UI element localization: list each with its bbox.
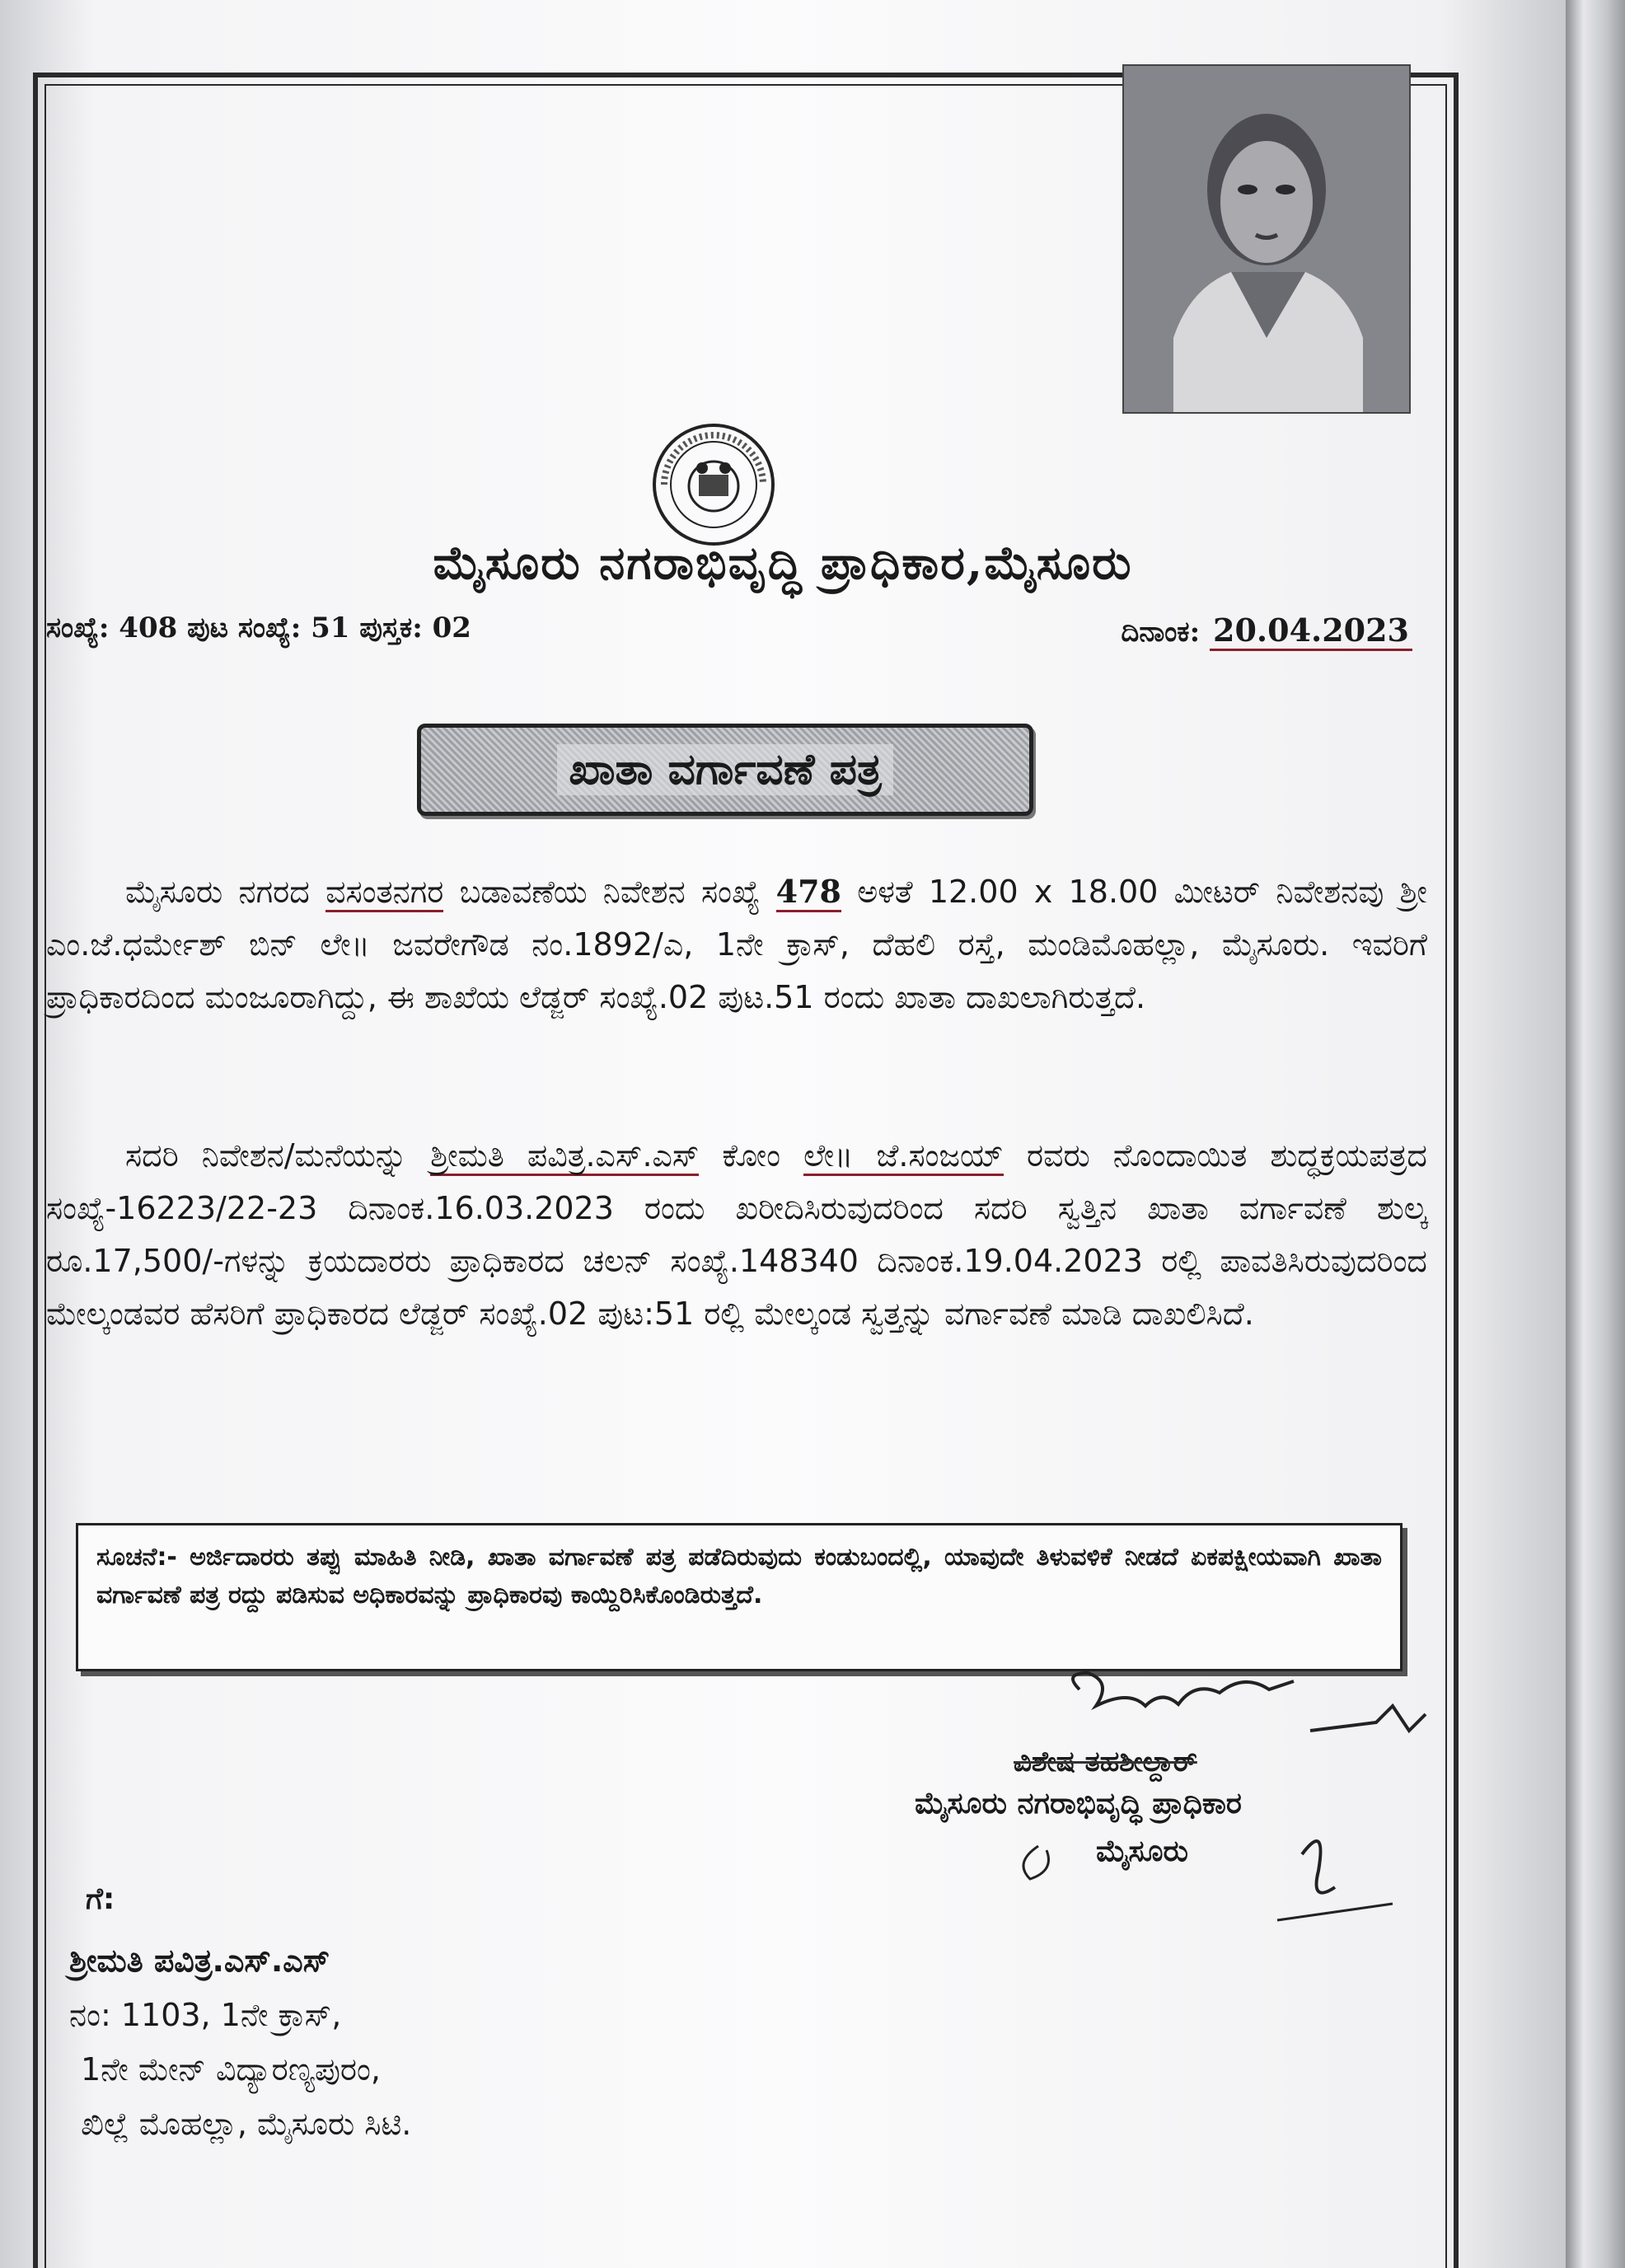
note-text: ಸೂಚನೆ:- ಅರ್ಜಿದಾರರು ತಪ್ಪು ಮಾಹಿತಿ ನೀಡಿ, ಖಾತಾ ವರ್ಗಾವಣೆ ಪತ್ರ ಪಡೆದಿರುವುದು ಕಂಡುಬಂದಲ್ಲಿ, ಯಾವುದೇ ತಿಳುವಳಿಕೆ ನೀಡದೆ ಏಕಪಕ್ಷೀಯವಾಗಿ ಖಾತಾ ವರ್ಗಾವಣೆ ಪತ್ರ ರದ್ದು ಪಡಿಸುವ ಅಧಿಕಾರವನ್ನು ಪ್ರಾಧಿಕಾರವು ಕಾಯ್ದಿರಿಸಿಕೊಂಡಿರುತ್ತದೆ. xyxy=(96,1543,1382,1610)
signatory-city: ಮೈಸೂರು xyxy=(1096,1835,1188,1868)
site-number: 478 xyxy=(776,873,841,912)
date-value: 20.04.2023 xyxy=(1210,612,1412,651)
document-title: ಖಾತಾ ವರ್ಗಾವಣೆ ಪತ್ರ xyxy=(557,744,892,795)
paragraph-property-details xyxy=(46,865,1427,1024)
signatory-title: ವಿಶೇಷ ತಹಶೀಲ್ದಾರ್ xyxy=(1014,1746,1197,1778)
reference-number: ಸಂಖ್ಯೆ: 408 ಪುಟ ಸಂಖ್ಯೆ: 51 ಪುಸ್ತಕ: 02 xyxy=(46,612,471,644)
signatory-org: ಮೈಸೂರು ನಗರಾಭಿವೃದ್ಧಿ ಪ್ರಾಧಿಕಾರ xyxy=(915,1787,1242,1820)
para1-text-c: ಅಳತೆ 12.00 x 18.00 ಮೀಟರ್ ನಿವೇಶನವು ಶ್ರೀ ಎಂ.ಜೆ.ಧರ್ಮೇಶ್ ಬಿನ್ ಲೇ॥ ಜವರೇಗೌಡ ನಂ.1892/ಎ, 1ನೇ ಕ್ರಾಸ್, ದೆಹಲಿ ರಸ್ತೆ, ಮಂಡಿಮೊಹಲ್ಲಾ, ಮೈಸೂರು. ಇವರಿಗೆ ಪ್ರಾಧಿಕಾರದಿಂದ ಮಂಜೂರಾಗಿದ್ದು, ಈ ಶಾಖೆಯ ಲೆಡ್ಜರ್ ಸಂಖ್ಯೆ.02 ಪುಟ.51 ರಂದು ಖಾತಾ ದಾಖಲಾಗಿರುತ್ತದೆ. xyxy=(46,874,1427,1015)
address-line: ನಂ: 1103, 1ನೇ ಕ್ರಾಸ್, xyxy=(69,1997,342,2033)
org-title: ಮೈಸೂರು ನಗರಾಭಿವೃದ್ಧಿ ಪ್ರಾಧಿಕಾರ,ಮೈಸೂರು xyxy=(433,536,1133,590)
recipient-address xyxy=(69,1933,411,2151)
document-title-box xyxy=(417,724,1033,816)
recipient-label: ಗೆ: xyxy=(86,1882,115,1916)
layout-name: ವಸಂತನಗರ xyxy=(325,874,443,912)
authority-emblem-seal xyxy=(648,419,780,551)
para2-text-b: ಕೋಂ xyxy=(722,1137,781,1174)
paragraph-transfer-details xyxy=(46,1129,1427,1340)
buyer-name: ಶ್ರೀಮತಿ ಪವಿತ್ರ.ಎಸ್.ಎಸ್ xyxy=(430,1137,699,1176)
para1-text-a: ಮೈಸೂರು ನಗರದ xyxy=(125,874,310,910)
issue-date xyxy=(1121,612,1412,649)
husband-name: ಲೇ॥ ಜೆ.ಸಂಜಯ್ xyxy=(803,1137,1004,1176)
paper-edge xyxy=(1566,0,1625,2268)
applicant-photo xyxy=(1122,64,1411,414)
address-line: ಶ್ರೀಮತಿ ಪವಿತ್ರ.ಎಸ್.ಎಸ್ xyxy=(69,1942,330,1979)
note-box xyxy=(76,1523,1403,1671)
address-line: ಖಿಲ್ಲೆ ಮೊಹಲ್ಲಾ, ಮೈಸೂರು ಸಿಟಿ. xyxy=(81,2106,412,2142)
para1-text-b: ಬಡಾವಣೆಯ ನಿವೇಶನ ಸಂಖ್ಯೆ xyxy=(459,874,761,910)
para2-text-c: ರವರು ನೊಂದಾಯಿತ ಶುದ್ಧಕ್ರಯಪತ್ರದ ಸಂಖ್ಯೆ-16223/22-23 ದಿನಾಂಕ.16.03.2023 ರಂದು ಖರೀದಿಸಿರುವುದರಿಂದ ಸದರಿ ಸ್ವತ್ತಿನ ಖಾತಾ ವರ್ಗಾವಣೆ ಶುಲ್ಕ ರೂ.17,500/-ಗಳನ್ನು ಕ್ರಯದಾರರು ಪ್ರಾಧಿಕಾರದ ಚಲನ್ ಸಂಖ್ಯೆ.148340 ದಿನಾಂಕ.19.04.2023 ರಲ್ಲಿ ಪಾವತಿಸಿರುವುದರಿಂದ ಮೇಲ್ಕಂಡವರ ಹೆಸರಿಗೆ ಪ್ರಾಧಿಕಾರದ ಲೆಡ್ಜರ್ ಸಂಖ್ಯೆ.02 ಪುಟ:51 ರಲ್ಲಿ ಮೇಲ್ಕಂಡ ಸ್ವತ್ತನ್ನು ವರ್ಗಾವಣೆ ಮಾಡಿ ದಾಖಲಿಸಿದೆ. xyxy=(46,1137,1427,1332)
para2-text-a: ಸದರಿ ನಿವೇಶನ/ಮನೆಯನ್ನು xyxy=(125,1137,408,1174)
date-label: ದಿನಾಂಕ: xyxy=(1121,616,1201,649)
address-line: 1ನೇ ಮೇನ್ ವಿದ್ಯಾರಣ್ಯಪುರಂ, xyxy=(81,2051,381,2088)
